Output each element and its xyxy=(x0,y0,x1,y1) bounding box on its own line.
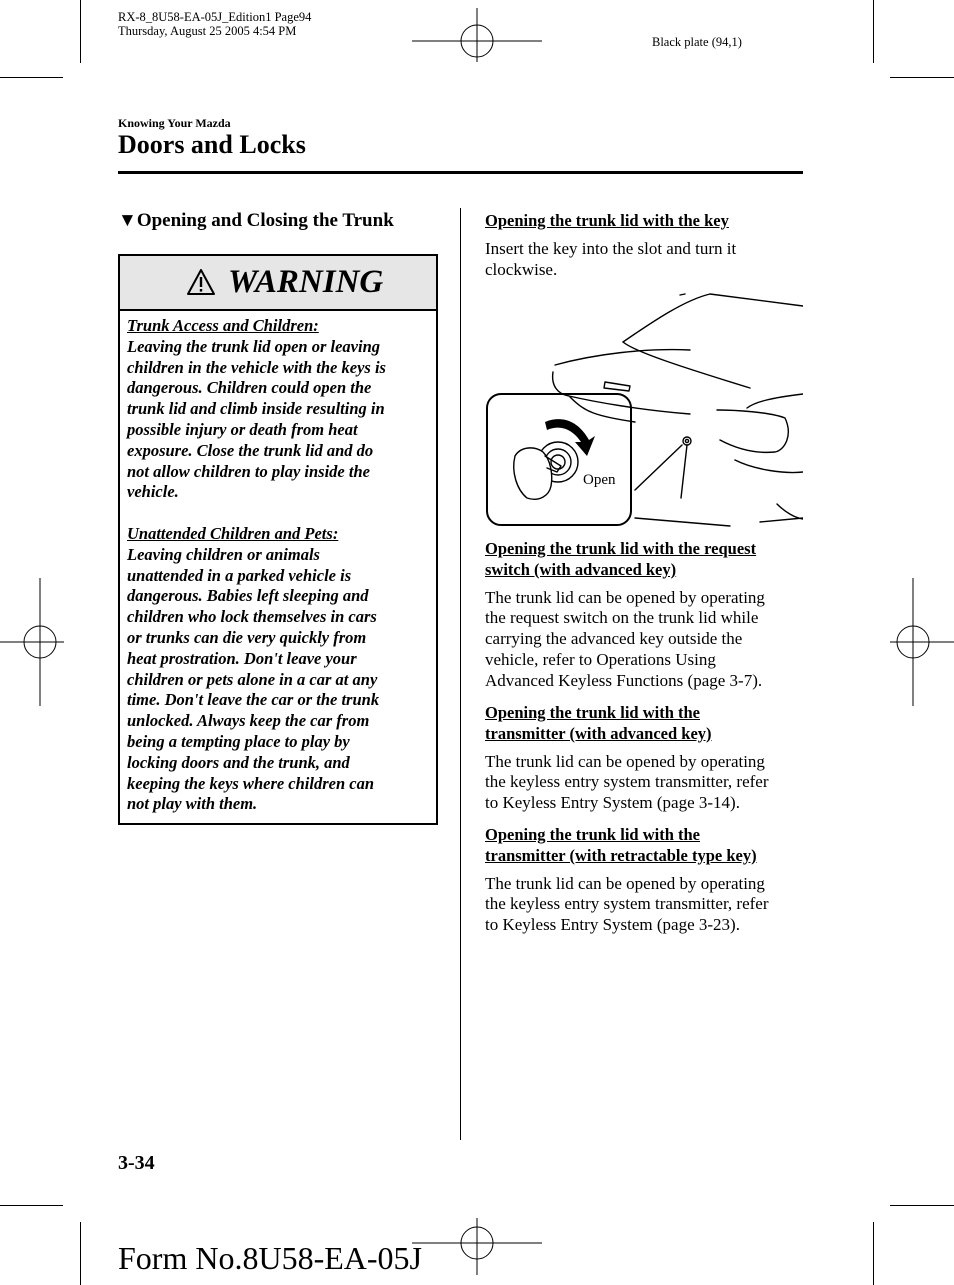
subheading: Opening the trunk lid with the transmitter (with advanced key) xyxy=(485,703,712,743)
section-heading xyxy=(118,210,394,232)
print-meta-line-1: RX-8_8U58-EA-05J_Edition1 Page94 xyxy=(118,10,312,24)
paragraph: The trunk lid can be opened by operating the keyless entry system transmitter, refer to Keyless Entry System (page 3-23). xyxy=(485,873,769,935)
warning-item-text: Leaving children or animals unattended in a parked vehicle is dangerous. Babies left sleeping and children who lock themselves in cars or trunks can die very quickly from heat prostration. Don't leave your children or pets alone in a car at any time. Don't leave the car or the trunk unlocked. Always keep the car from being a tempting place to play by locking doors and the trunk, and keeping the keys where children can not play with them. xyxy=(127,544,380,814)
print-meta-line-2: Thursday, August 25 2005 4:54 PM xyxy=(118,24,297,38)
form-number: Form No.8U58-EA-05J xyxy=(118,1240,422,1276)
paragraph: The trunk lid can be opened by operating the keyless entry system transmitter, refer to Keyless Entry System (page 3-14). xyxy=(485,751,769,813)
paragraph: Insert the key into the slot and turn it clockwise. xyxy=(485,238,737,279)
page-number: 3-34 xyxy=(118,1152,155,1174)
warning-item-heading: Unattended Children and Pets: xyxy=(127,523,339,543)
section-request-switch xyxy=(485,539,803,692)
section-heading-text: Opening and Closing the Trunk xyxy=(136,210,394,231)
section-key xyxy=(485,211,803,280)
section-transmitter-retractable xyxy=(485,825,803,936)
subheading: Opening the trunk lid with the request switch (with advanced key) xyxy=(485,539,757,579)
subheading: Opening the trunk lid with the key xyxy=(485,211,729,230)
warning-item-heading: Trunk Access and Children: xyxy=(127,316,319,335)
title-rule xyxy=(118,171,803,174)
warning-title: WARNING xyxy=(228,264,384,300)
section-label: Knowing Your Mazda xyxy=(118,116,231,130)
plate-label: Black plate (94,1) xyxy=(652,35,742,49)
warning-box xyxy=(118,254,438,825)
page-title: Doors and Locks xyxy=(118,130,306,159)
warning-body xyxy=(127,316,427,815)
warning-triangle-icon xyxy=(186,268,216,296)
figure-open-label: Open xyxy=(583,472,616,488)
paragraph: The trunk lid can be opened by operating the request switch on the trunk lid while carrying the advanced key outside the vehicle, refer to Operations Using Advanced Keyless Functions (page 3-7). xyxy=(485,587,765,690)
subheading: Opening the trunk lid with the transmitter (with retractable type key) xyxy=(485,825,757,865)
triangle-marker-icon: ▼ xyxy=(118,210,137,231)
section-transmitter-advanced xyxy=(485,703,803,814)
column-divider xyxy=(460,208,461,1140)
trunk-key-illustration xyxy=(485,290,803,530)
warning-item-text: Leaving the trunk lid open or leaving children in the vehicle with the keys is dangerous. Children could open the trunk lid and climb inside resulting in possible injury or death from heat exposure. Close the trunk lid and do not allow children to play inside the vehicle. xyxy=(127,336,386,502)
warning-header xyxy=(120,256,436,311)
